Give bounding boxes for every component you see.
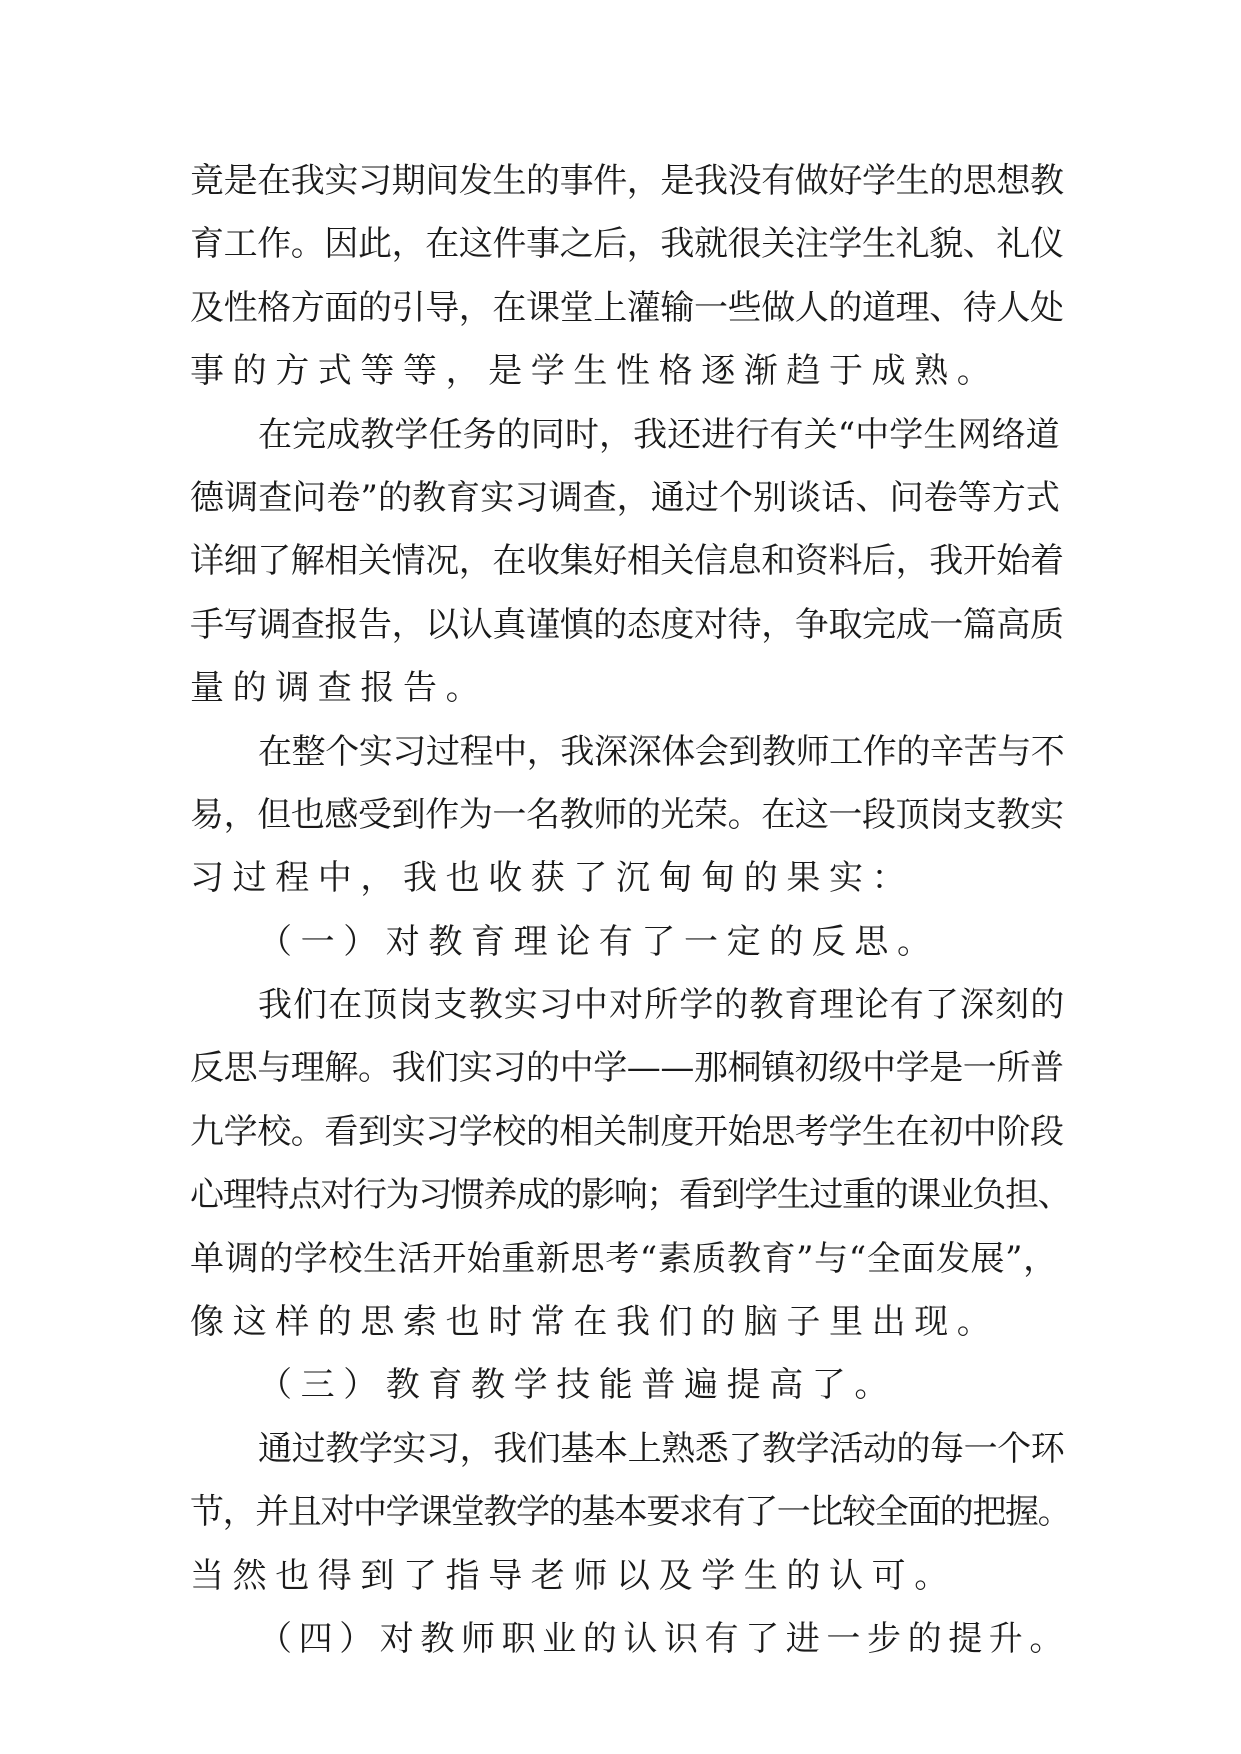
text-line: 心理特点对行为习惯养成的影响；看到学生过重的课业负担、 <box>190 1175 1071 1216</box>
text-line: 在整个实习过程中，我深深体会到教师工作的辛苦与不 <box>258 731 1065 772</box>
text-line: 反思与理解。我们实习的中学——那桐镇初级中学是一所普 <box>190 1048 1064 1089</box>
text-line: 竟是在我实习期间发生的事件，是我没有做好学生的思想教 <box>190 161 1064 201</box>
text-line: 及性格方面的引导，在课堂上灌输一些做人的道理、待人处 <box>190 287 1064 328</box>
text-line: （一）对教育理论有了一定的反思。 <box>258 921 940 962</box>
text-line: 易，但也感受到作为一名教师的光荣。在这一段顶岗支教实 <box>190 794 1064 835</box>
text-line: 我们在顶岗支教实习中对所学的教育理论有了深刻的 <box>258 985 1066 1026</box>
text-line: 量的调查报告。 <box>190 668 489 709</box>
document-body <box>190 150 1070 1671</box>
text-line: 九学校。看到实习学校的相关制度开始思考学生在初中阶段 <box>190 1111 1064 1152</box>
text-line: 通过教学实习，我们基本上熟悉了教学活动的每一个环 <box>258 1428 1065 1469</box>
text-line: 当然也得到了指导老师以及学生的认可。 <box>190 1555 957 1596</box>
text-line: 育工作。因此，在这件事之后，我就很关注学生礼貌、礼仪 <box>190 224 1064 265</box>
text-line: 像这样的思索也时常在我们的脑子里出现。 <box>190 1302 1000 1343</box>
text-line: 德调查问卷”的教育实习调查，通过个别谈话、问卷等方式 <box>190 477 1060 518</box>
text-line: 习过程中，我也收获了沉甸甸的果实： <box>190 858 915 899</box>
text-line: 在完成教学任务的同时，我还进行有关“中学生网络道 <box>258 414 1060 455</box>
text-line: 详细了解相关情况，在收集好相关信息和资料后，我开始着 <box>190 541 1064 582</box>
text-line: 节，并且对中学课堂教学的基本要求有了一比较全面的把握。 <box>190 1492 1071 1533</box>
text-line: （三）教育教学技能普遍提高了。 <box>258 1365 897 1406</box>
text-line: 单调的学校生活开始重新思考“素质教育”与“全面发展”， <box>190 1238 1058 1279</box>
text-line: 事的方式等等，是学生性格逐渐趋于成熟。 <box>190 351 1000 392</box>
text-line: 手写调查报告，以认真谨慎的态度对待，争取完成一篇高质 <box>190 604 1064 645</box>
text-line: （四）对教师职业的认识有了进一步的提升。 <box>258 1618 1070 1659</box>
